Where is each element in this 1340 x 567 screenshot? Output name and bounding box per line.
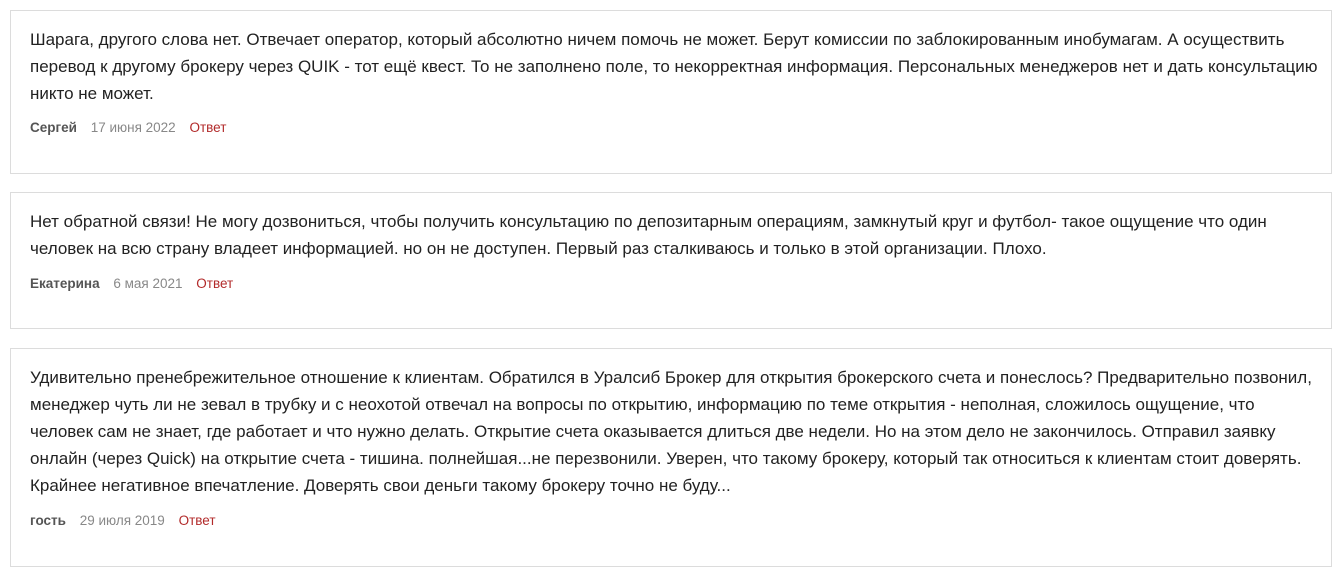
review-meta xyxy=(30,513,216,529)
review-meta xyxy=(30,276,233,292)
reply-link[interactable]: Ответ xyxy=(178,513,216,528)
review-date: 6 мая 2021 xyxy=(113,276,183,291)
review-date: 17 июня 2022 xyxy=(90,120,176,135)
review-author: Сергей xyxy=(30,120,77,135)
review-author: гость xyxy=(30,513,66,528)
review-text: Шарага, другого слова нет. Отвечает оператор, который абсолютно ничем помочь не может. Берут комиссии по заблокированным инобумагам. А осуществить перевод к другому брокеру через QUIK - тот ещё квест. То не заполнено поле, то некорректная информация. Персональных менеджеров нет и дать консультацию никто не может. xyxy=(30,30,1318,103)
review-date: 29 июля 2019 xyxy=(79,513,165,528)
review-author: Екатерина xyxy=(30,276,100,291)
review-card xyxy=(10,10,1332,174)
review-meta xyxy=(30,120,226,136)
review-card xyxy=(10,192,1332,329)
reply-link[interactable]: Ответ xyxy=(196,276,234,291)
review-text: Удивительно пренебрежительное отношение к клиентам. Обратился в Уралсиб Брокер для открытия брокерского счета и понеслось? Предварительно позвонил, менеджер чуть ли не зевал в трубку и с неохотой отвечал на вопросы по открытию, информацию по теме открытия - неполная, сложилось ощущение, что человек сам не знает, где работает и что нужно делать. Открытие счета оказывается длиться две недели. Но на этом дело не закончилось. Отправил заявку онлайн (через Quick) на открытие счета - тишина. полнейшая...не перезвонили. Уверен, что такому брокеру, который так относиться к клиентам стоит доверять. Крайнее негативное впечатление. Доверять свои деньги такому брокеру точно не буду... xyxy=(30,368,1312,495)
review-text: Нет обратной связи! Не могу дозвониться, чтобы получить консультацию по депозитарным операциям, замкнутый круг и футбол- такое ощущение что один человек на всю страну владеет информацией. но он не доступен. Первый раз сталкиваюсь и только в этой организации. Плохо. xyxy=(30,212,1267,258)
reply-link[interactable]: Ответ xyxy=(189,120,227,135)
review-card xyxy=(10,348,1332,567)
